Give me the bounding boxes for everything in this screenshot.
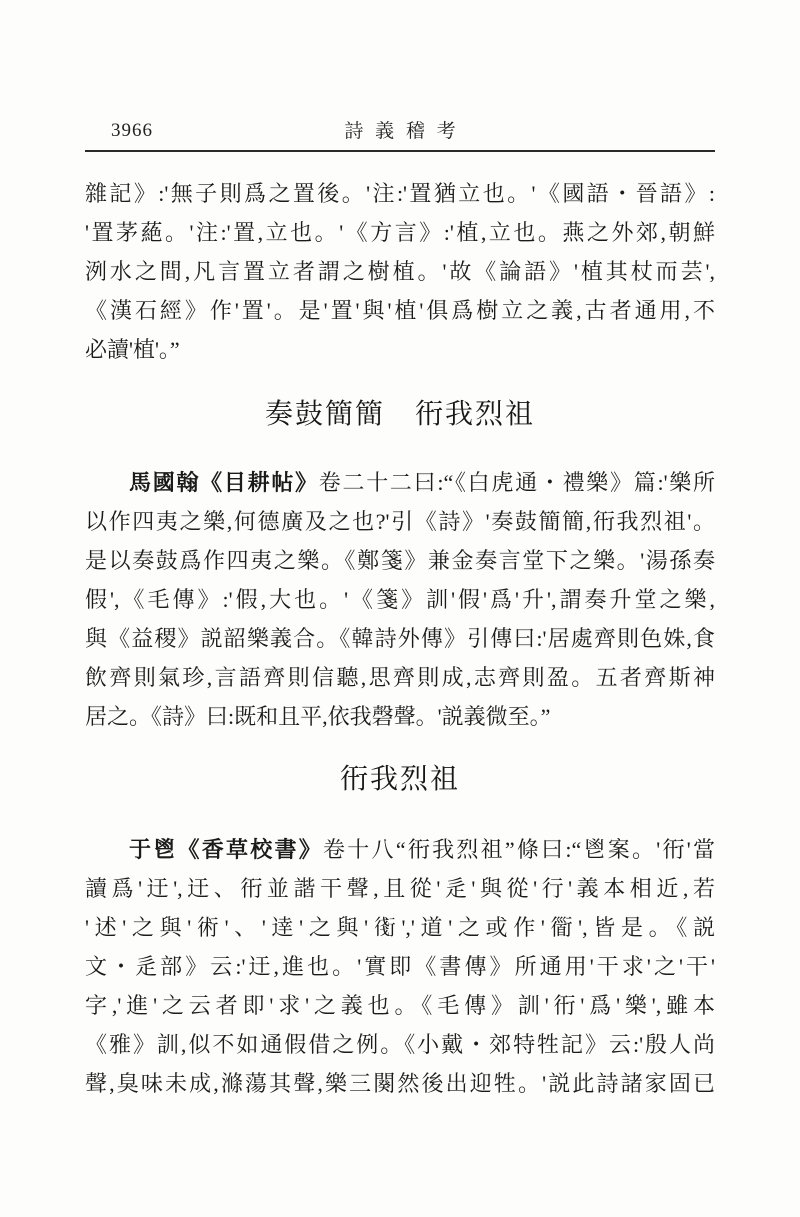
- text-line: 《雅》訓,似不如通假借之例。《小戴・郊特牲記》云:'殷人尚: [85, 1032, 715, 1057]
- text-block: [85, 0, 715, 1103]
- text-line: 假',《毛傳》:'假,大也。'《箋》訓'假'爲'升',謂奏升堂之樂,: [85, 587, 715, 612]
- text-line: 《漢石經》作'置'。是'置'與'植'俱爲樹立之義,古者通用,不: [85, 298, 715, 323]
- text-line: '述'之與'術'、'逹'之與'𧗸','道'之或作'衟',皆是。《説: [85, 915, 715, 940]
- text-line: 必讀'植'。”: [85, 337, 180, 362]
- text-line: [85, 463, 715, 502]
- text-line: 飲齊則氣珍,言語齊則信聽,思齊則成,志齊則盈。五者齊斯神: [85, 665, 715, 690]
- text-line: 讀爲'迀',迀、衎並諧干聲,且從'辵'與從'行'義本相近,若: [85, 876, 715, 901]
- section-heading-kan-wo-liezu: 衎我烈祖: [339, 764, 460, 795]
- header-rule: [85, 150, 715, 152]
- author-work-bold: 馬國翰《目耕帖》: [129, 470, 319, 495]
- paragraph-yu-chang: [85, 830, 715, 1103]
- section-heading-zougu-jianjian: 奏鼓簡簡 衎我烈祖: [264, 399, 535, 430]
- author-work-bold: 于鬯《香草校書》: [129, 837, 324, 862]
- text-line: 與《益稷》説韶樂義合。《韓詩外傳》引傳曰:'居處齊則色姝,食: [85, 626, 715, 651]
- running-header: [85, 0, 715, 144]
- text-run: 卷二十二曰:“《白虎通・禮樂》篇:'樂所: [318, 470, 715, 495]
- text-run: 卷十八“衎我烈祖”條曰:“鬯案。'衎'當: [323, 837, 715, 862]
- text-line: 洌水之間,凡言置立者謂之樹植。'故《論語》'植其杖而芸',: [85, 259, 715, 284]
- page-number: 3966: [111, 120, 153, 141]
- text-line: 以作四夷之樂,何德廣及之也?'引《詩》'奏鼓簡簡,衎我烈祖'。: [85, 509, 715, 534]
- text-line: '置茅蕝。'注:'置,立也。'《方言》:'植,立也。燕之外郊,朝鮮: [85, 220, 715, 245]
- running-title: 詩義稽考: [344, 121, 468, 142]
- text-line: 居之。《詩》曰:既和且平,依我磬聲。'説義微至。”: [85, 704, 551, 729]
- text-line: 文・辵部》云:'迀,進也。'實即《書傳》所通用'干求'之'干': [85, 954, 715, 979]
- text-line: 聲,臭味未成,滌蕩其聲,樂三闋然後出迎牲。'説此詩諸家固已: [85, 1071, 715, 1096]
- paragraph-ma-guohan: [85, 463, 715, 736]
- text-line: 是以奏鼓爲作四夷之樂。《鄭箋》兼金奏言堂下之樂。'湯孫奏: [85, 548, 715, 573]
- text-line: 雜記》:'無子則爲之置後。'注:'置猶立也。'《國語・晉語》:: [85, 181, 715, 206]
- text-line: [85, 830, 715, 869]
- paragraph-continuation: [85, 174, 715, 369]
- text-line: 字,'進'之云者即'求'之義也。《毛傳》訓'衎'爲'樂',雖本: [85, 993, 715, 1018]
